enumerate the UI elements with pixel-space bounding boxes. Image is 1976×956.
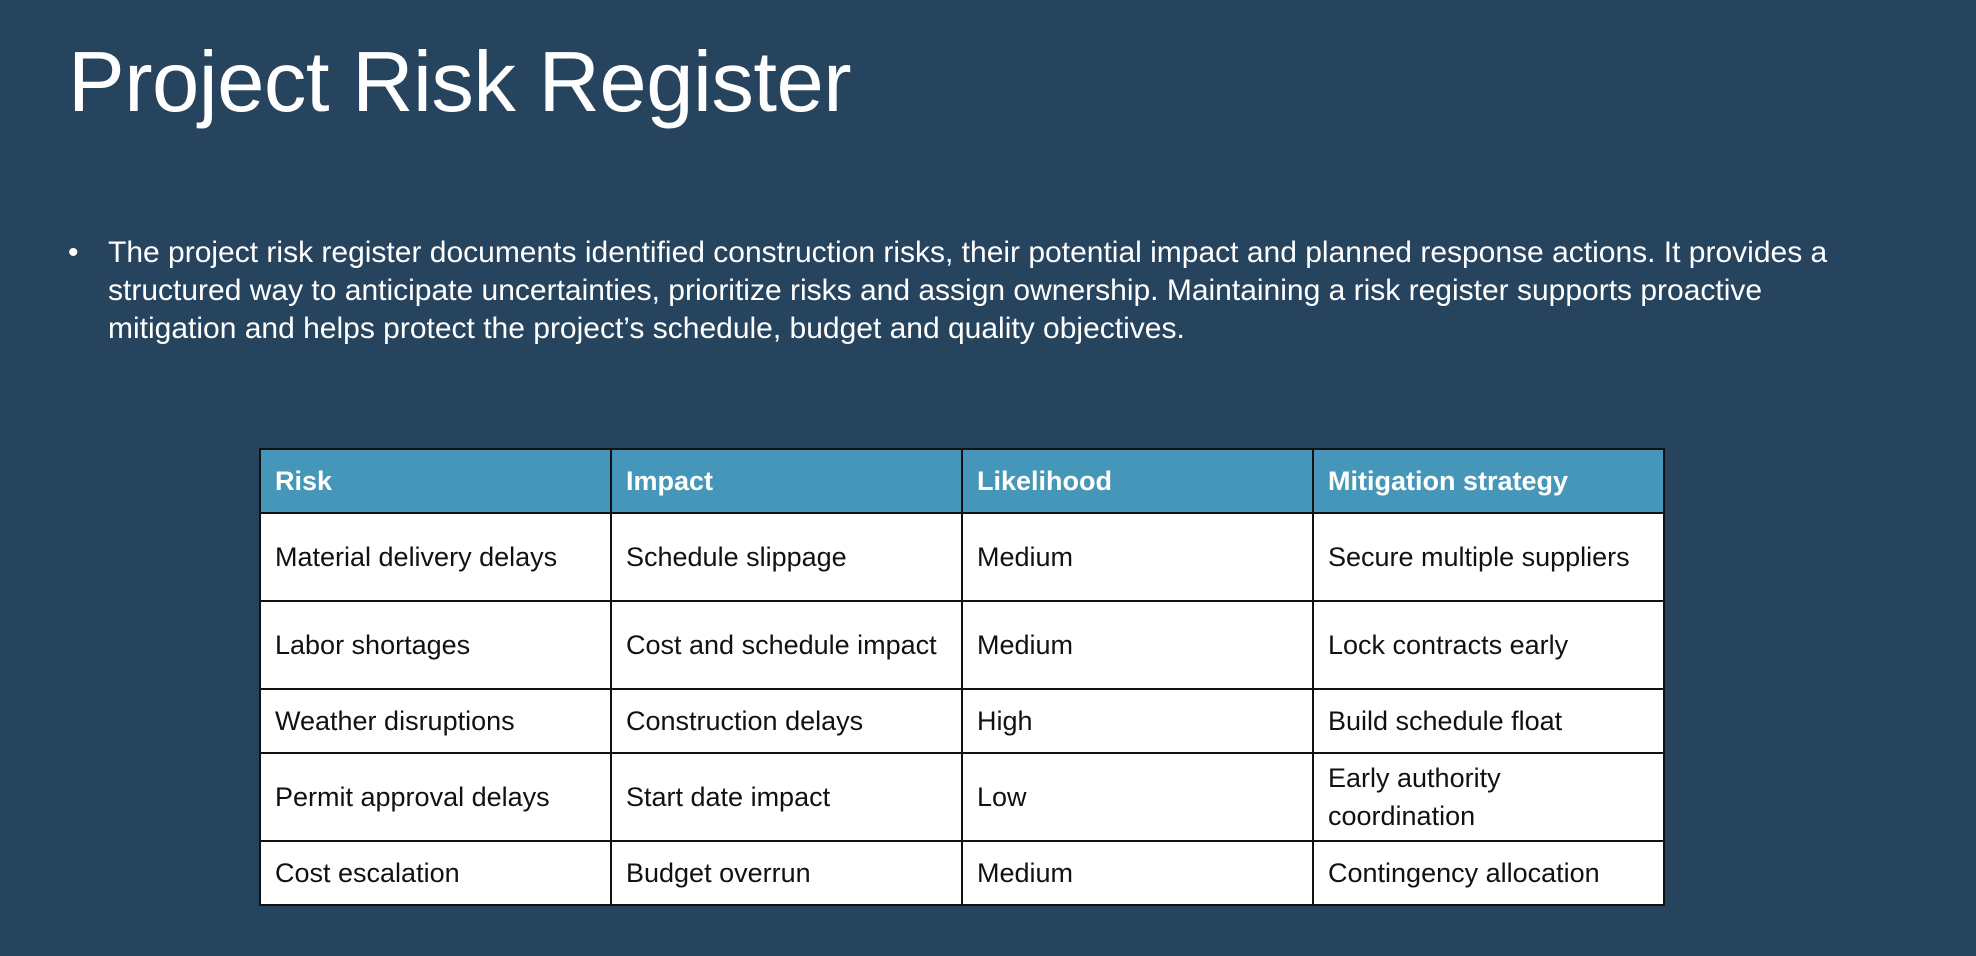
table-row <box>260 601 1664 689</box>
cell-impact: Cost and schedule impact <box>611 601 962 689</box>
cell-impact: Construction delays <box>611 689 962 753</box>
bullet-item <box>68 234 1868 348</box>
cell-mitigation: Secure multiple suppliers <box>1313 513 1664 601</box>
table-row <box>260 753 1664 841</box>
column-header-impact: Impact <box>611 449 962 513</box>
bullet-marker: • <box>68 236 79 269</box>
cell-likelihood: High <box>962 689 1313 753</box>
bullet-text: The project risk register documents identified construction risks, their potential impact and planned response actions. It provides a structured way to anticipate uncertainties, prioritize risks and assign ownership. Maintaining a risk register supports proactive mitigation and helps protect the project’s schedule, budget and quality objectives. <box>108 236 1828 345</box>
cell-likelihood: Medium <box>962 513 1313 601</box>
cell-likelihood: Medium <box>962 841 1313 905</box>
table-row <box>260 513 1664 601</box>
table-row <box>260 689 1664 753</box>
risk-register-table <box>259 448 1665 906</box>
cell-mitigation: Lock contracts early <box>1313 601 1664 689</box>
bullet-list <box>68 234 1868 348</box>
cell-impact: Budget overrun <box>611 841 962 905</box>
cell-risk: Material delivery delays <box>260 513 611 601</box>
column-header-mitigation-strategy: Mitigation strategy <box>1313 449 1664 513</box>
cell-mitigation: Build schedule float <box>1313 689 1664 753</box>
cell-risk: Permit approval delays <box>260 753 611 841</box>
cell-risk: Cost escalation <box>260 841 611 905</box>
table-row <box>260 841 1664 905</box>
slide-title: Project Risk Register <box>68 35 852 130</box>
column-header-risk: Risk <box>260 449 611 513</box>
table-header-row <box>260 449 1664 513</box>
cell-likelihood: Medium <box>962 601 1313 689</box>
cell-risk: Labor shortages <box>260 601 611 689</box>
cell-impact: Start date impact <box>611 753 962 841</box>
cell-mitigation: Early authority coordination <box>1313 753 1664 841</box>
cell-impact: Schedule slippage <box>611 513 962 601</box>
cell-likelihood: Low <box>962 753 1313 841</box>
column-header-likelihood: Likelihood <box>962 449 1313 513</box>
cell-mitigation: Contingency allocation <box>1313 841 1664 905</box>
cell-risk: Weather disruptions <box>260 689 611 753</box>
